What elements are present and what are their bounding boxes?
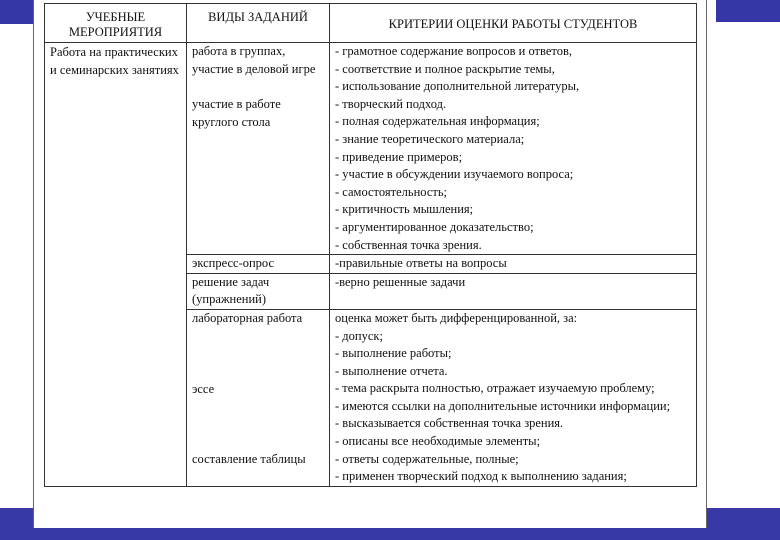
task-round-table: участие в работе круглого стола — [192, 97, 281, 129]
criterion-item: - использование дополнительной литературы, — [335, 79, 580, 94]
criterion-item: - допуск; — [335, 328, 383, 343]
criterion-item: - выполнение работы; — [335, 346, 452, 361]
criterion-item: - грамотное содержание вопросов и ответов, — [335, 44, 572, 58]
header-row — [45, 4, 697, 43]
task-group-work: работа в группах, участие в деловой игре — [192, 44, 316, 76]
criterion-item: - имеются ссылки на дополнительные источники информации; — [335, 398, 671, 413]
criterion-item: - участие в обсуждении изучаемого вопроса; — [335, 167, 574, 182]
corner-decoration-left — [0, 0, 33, 24]
task-problem-solving: решение задач (упражнений) — [187, 273, 330, 309]
criterion-item: - самостоятельность; — [335, 184, 447, 199]
header-criteria: КРИТЕРИИ ОЦЕНКИ РАБОТЫ СТУДЕНТОВ — [330, 4, 697, 43]
task-essay: эссе — [192, 381, 215, 396]
task-express-survey: экспресс-опрос — [187, 255, 330, 274]
table-row — [45, 43, 697, 255]
task-cell — [187, 43, 330, 255]
criterion-item: оценка может быть дифференцированной, за: — [335, 310, 578, 325]
header-task-types: ВИДЫ ЗАДАНИЙ — [187, 4, 330, 43]
criteria-express-survey: -правильные ответы на вопросы — [330, 255, 697, 274]
criterion-item: - описаны все необходимые элементы; — [335, 434, 541, 449]
criterion-item: - приведение примеров; — [335, 149, 463, 164]
criterion-item: - тема раскрыта полностью, отражает изучаемую проблему; — [335, 381, 655, 396]
criteria-cell — [330, 309, 697, 486]
criterion-item: - творческий подход. — [335, 96, 447, 111]
criterion-item: - знание теоретического материала; — [335, 131, 525, 146]
criterion-item: - аргументированное доказательство; — [335, 219, 534, 234]
criterion-item: - применен творческий подход к выполнению задания; — [335, 469, 627, 484]
criterion-item: - выполнение отчета. — [335, 363, 448, 378]
task-table-making: составление таблицы — [192, 452, 306, 467]
task-lab-work: лабораторная работа — [192, 310, 303, 325]
activity-cell: Работа на практических и семинарских занятиях — [45, 43, 187, 487]
criteria-table — [44, 3, 697, 487]
criterion-item: - соответствие и полное раскрытие темы, — [335, 61, 555, 76]
task-cell — [187, 309, 330, 486]
criteria-cell — [330, 43, 697, 255]
criterion-item: - ответы содержательные, полные; — [335, 451, 519, 466]
header-activities: УЧЕБНЫЕ МЕРОПРИЯТИЯ — [45, 4, 187, 43]
criterion-item: - критичность мышления; — [335, 202, 474, 217]
criteria-problem-solving: -верно решенные задачи — [330, 273, 697, 309]
criterion-item: - высказывается собственная точка зрения. — [335, 416, 564, 431]
criterion-item: - собственная точка зрения. — [335, 237, 482, 252]
document-page — [33, 0, 707, 528]
criterion-item: - полная содержательная информация; — [335, 114, 540, 129]
corner-decoration-right — [716, 0, 780, 22]
